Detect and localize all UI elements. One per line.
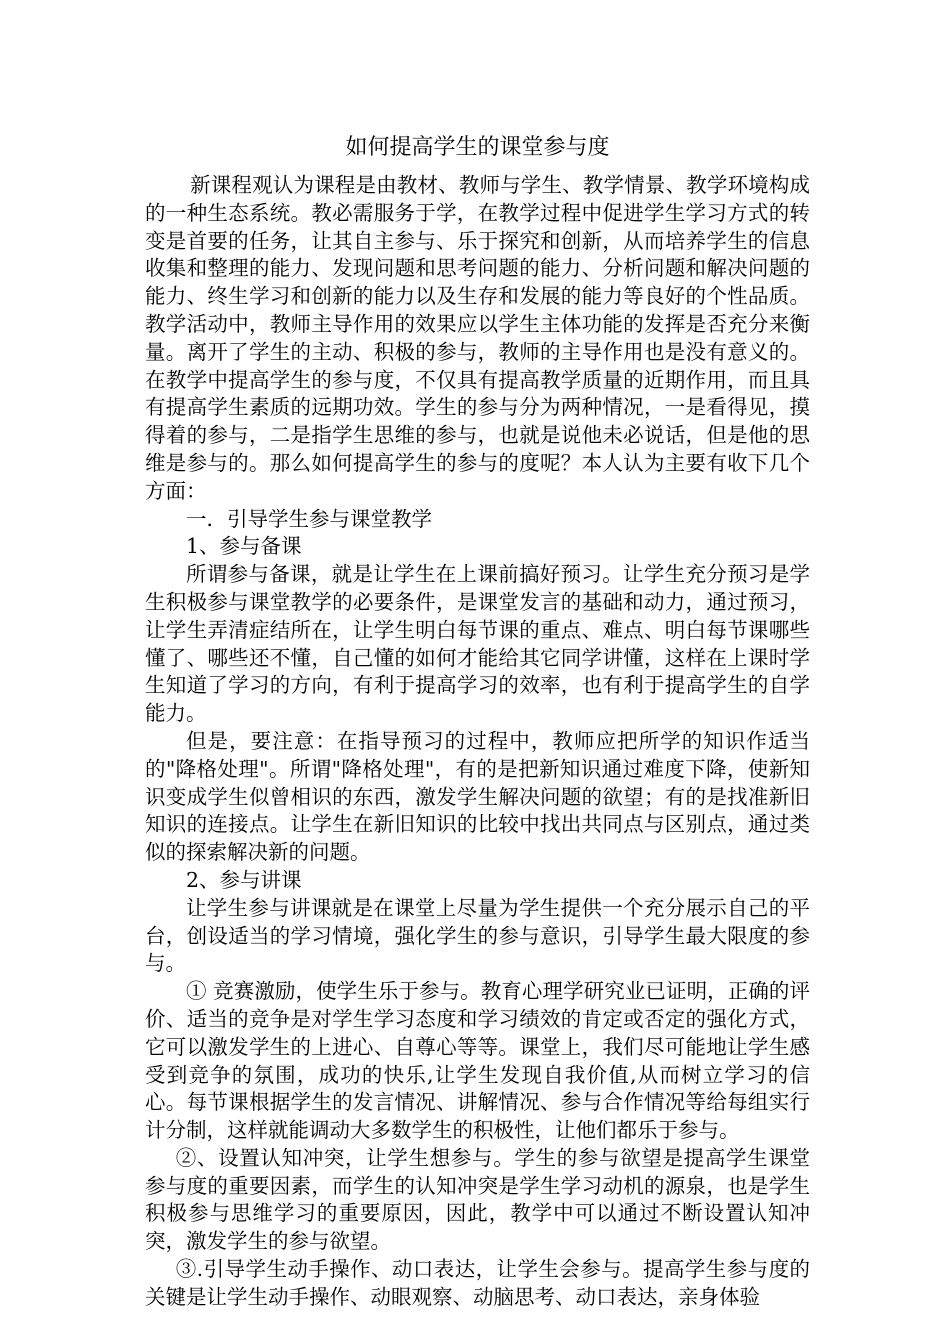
subsection-heading-1: 1、参与备课 xyxy=(186,534,302,559)
list-item-competition: ① 竞赛激励，使学生乐于参与。教育心理学研究业已证明，正确的评价、适当的竞争是对学生学习态度和学习绩效的肯定或否定的强化方式，它可以激发学生的上进心、自尊心等等。课堂上，我们尽可能地让学生感受到竞争的氛围，成功的快乐,让学生发现自我价值,从而树立学习的信心。每节课根据学生的发言情况、讲解情况、参与合作情况等给每组实行计分制，这样就能调动大多数学生的积极性，让他们都乐于参与。 xyxy=(145,979,810,1143)
document-title: 如何提高学生的课堂参与度 xyxy=(345,135,610,160)
list-item-cognitive-conflict: ②、设置认知冲突，让学生想参与。学生的参与欲望是提高学生课堂参与度的重要因素，而学生的认知冲突是学生学习动机的源泉，也是学生积极参与思维学习的重要原因，因此，教学中可以通过不断设置认知冲突，激发学生的参与欲望。 xyxy=(145,1145,810,1254)
paragraph-lecture-1: 让学生参与讲课就是在课堂上尽量为学生提供一个充分展示自己的平台，创设适当的学习情境，强化学生的参与意识，引导学生最大限度的参与。 xyxy=(145,895,810,976)
paragraph-preview-1: 所谓参与备课，就是让学生在上课前搞好预习。让学生充分预习是学生积极参与课堂教学的必要条件，是课堂发言的基础和动力，通过预习，让学生弄清症结所在，让学生明白每节课的重点、难点、明白每节课哪些懂了、哪些还不懂，自己懂的如何才能给其它同学讲懂，这样在上课时学生知道了学习的方向，有利于提高学习的效率，也有利于提高学生的自学能力。 xyxy=(145,562,810,726)
section-heading-1: 一．引导学生参与课堂教学 xyxy=(186,506,432,531)
document-body xyxy=(145,128,810,1312)
paragraph-preview-2: 但是，要注意：在指导预习的过程中，教师应把所学的知识作适当的"降格处理"。所谓"降格处理"，有的是把新知识通过难度下降，使新知识变成学生似曾相识的东西，激发学生解决问题的欲望；有的是找准新旧知识的连接点。让学生在新旧知识的比较中找出共同点与区别点，通过类似的探索解决新的问题。 xyxy=(145,728,810,865)
list-item-hands-on: ③.引导学生动手操作、动口表达，让学生会参与。提高学生参与度的关键是让学生动手操作、动眼观察、动脑思考、动口表达，亲身体验 xyxy=(145,1257,810,1309)
intro-paragraph: 新课程观认为课程是由教材、教师与学生、教学情景、教学环境构成的一种生态系统。教必需服务于学，在教学过程中促进学生学习方式的转变是首要的任务，让其自主参与、乐于探究和创新，从而培养学生的信息收集和整理的能力、发现问题和思考问题的能力、分析问题和解决问题的能力、终生学习和创新的能力以及生存和发展的能力等良好的个性品质。教学活动中，教师主导作用的效果应以学生主体功能的发挥是否充分来衡量。离开了学生的主动、积极的参与，教师的主导作用也是没有意义的。在教学中提高学生的参与度，不仅具有提高教学质量的近期作用，而且具有提高学生素质的远期功效。学生的参与分为两种情况，一是看得见，摸得着的参与，二是指学生思维的参与，也就是说他未必说话，但是他的思维是参与的。那么如何提高学生的参与的度呢？本人认为主要有收下几个方面： xyxy=(145,173,810,503)
subsection-heading-2: 2、参与讲课 xyxy=(186,867,302,892)
